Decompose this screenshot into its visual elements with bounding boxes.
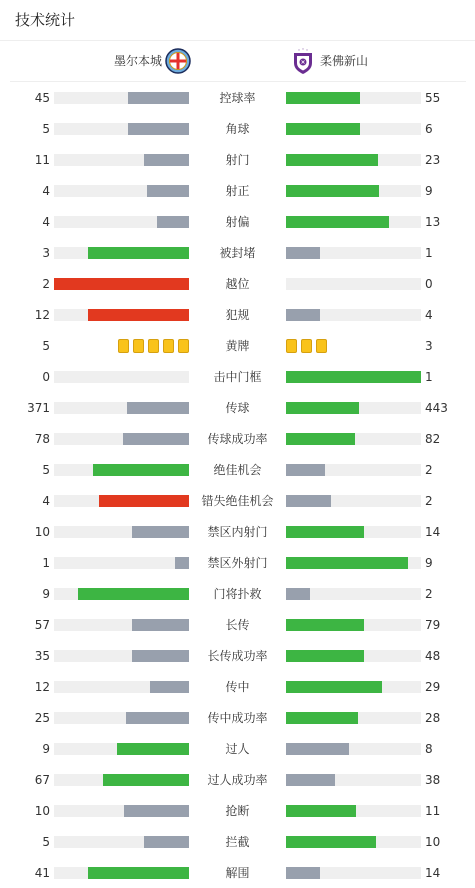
home-stat-value: 10 bbox=[34, 804, 50, 818]
stat-row bbox=[0, 640, 475, 671]
stat-row bbox=[0, 175, 475, 206]
stat-row bbox=[0, 547, 475, 578]
home-stat-bar-track bbox=[54, 681, 189, 693]
home-stat-value: 11 bbox=[34, 153, 50, 167]
yellow-card-icon bbox=[163, 339, 174, 353]
section-title: 技术统计 bbox=[15, 11, 76, 29]
home-stat-bar-track bbox=[54, 216, 189, 228]
home-stat-bar bbox=[117, 743, 189, 755]
away-stat-bar bbox=[286, 464, 325, 476]
away-team-logo-icon[interactable] bbox=[292, 47, 314, 75]
stat-row bbox=[0, 423, 475, 454]
yellow-card-icon bbox=[286, 339, 297, 353]
section-header bbox=[0, 0, 475, 41]
stat-row bbox=[0, 764, 475, 795]
stat-label: 拦截 bbox=[225, 835, 250, 849]
home-team-logo-icon[interactable] bbox=[165, 48, 191, 74]
away-stat-bar-track bbox=[286, 743, 421, 755]
home-stat-bar-track bbox=[54, 92, 189, 104]
home-stat-bar bbox=[126, 712, 189, 724]
stat-label: 射门 bbox=[225, 153, 250, 167]
home-stat-bar-track bbox=[54, 185, 189, 197]
away-stat-value: 1 bbox=[425, 370, 433, 384]
stat-label: 控球率 bbox=[219, 91, 256, 105]
stat-row bbox=[0, 795, 475, 826]
yellow-card-icon bbox=[148, 339, 159, 353]
yellow-card-icon bbox=[178, 339, 189, 353]
yellow-card-icon bbox=[133, 339, 144, 353]
home-stat-bar-track bbox=[54, 123, 189, 135]
away-stat-bar bbox=[286, 402, 359, 414]
away-stat-value: 2 bbox=[425, 587, 433, 601]
stat-label: 过人成功率 bbox=[207, 773, 268, 787]
away-stat-value: 13 bbox=[425, 215, 441, 229]
away-stat-value: 11 bbox=[425, 804, 441, 818]
stat-row bbox=[0, 454, 475, 485]
stat-label: 黄牌 bbox=[225, 339, 250, 353]
home-stat-bar bbox=[144, 836, 189, 848]
stat-label: 角球 bbox=[225, 122, 250, 136]
home-stat-bar bbox=[150, 681, 189, 693]
stat-row bbox=[0, 330, 475, 361]
home-yellow-cards bbox=[114, 339, 189, 353]
stat-row bbox=[0, 82, 475, 113]
away-stat-bar bbox=[286, 774, 335, 786]
stat-row bbox=[0, 485, 475, 516]
home-stat-bar bbox=[157, 216, 189, 228]
home-stat-bar bbox=[99, 495, 189, 507]
home-stat-bar bbox=[132, 526, 189, 538]
stat-label: 射正 bbox=[225, 184, 250, 198]
home-stat-bar-track bbox=[54, 526, 189, 538]
away-stat-value: 9 bbox=[425, 184, 433, 198]
away-stat-bar-track bbox=[286, 123, 421, 135]
home-stat-value: 10 bbox=[34, 525, 50, 539]
away-stat-bar bbox=[286, 743, 349, 755]
away-stat-value: 10 bbox=[425, 835, 441, 849]
away-stat-bar bbox=[286, 650, 364, 662]
away-stat-value: 9 bbox=[425, 556, 433, 570]
away-stat-value: 23 bbox=[425, 153, 441, 167]
away-stat-bar-track bbox=[286, 619, 421, 631]
home-stat-bar-track bbox=[54, 588, 189, 600]
stat-label: 禁区外射门 bbox=[207, 556, 268, 570]
home-stat-bar-track bbox=[54, 433, 189, 445]
away-stat-bar-track bbox=[286, 588, 421, 600]
away-stat-bar bbox=[286, 588, 310, 600]
home-stat-bar bbox=[144, 154, 189, 166]
stat-label: 越位 bbox=[225, 277, 250, 291]
stat-row bbox=[0, 516, 475, 547]
stat-label: 击中门框 bbox=[213, 370, 262, 384]
home-stat-value: 0 bbox=[42, 370, 50, 384]
away-yellow-cards bbox=[286, 339, 331, 353]
stat-label: 错失绝佳机会 bbox=[201, 494, 274, 508]
away-stat-value: 2 bbox=[425, 494, 433, 508]
home-stat-value: 9 bbox=[42, 742, 50, 756]
home-stat-value: 67 bbox=[34, 773, 50, 787]
away-stat-bar bbox=[286, 309, 320, 321]
home-stat-value: 1 bbox=[42, 556, 50, 570]
away-stat-bar-track bbox=[286, 650, 421, 662]
home-stat-value: 5 bbox=[42, 463, 50, 477]
stat-row bbox=[0, 268, 475, 299]
away-stat-bar bbox=[286, 805, 356, 817]
home-stat-bar bbox=[88, 867, 189, 879]
home-stat-bar bbox=[93, 464, 189, 476]
stat-label: 解围 bbox=[225, 866, 250, 880]
stat-label: 禁区内射门 bbox=[207, 525, 268, 539]
stat-row bbox=[0, 671, 475, 702]
stat-row bbox=[0, 299, 475, 330]
stat-label: 抢断 bbox=[225, 804, 250, 818]
away-stat-value: 8 bbox=[425, 742, 433, 756]
away-stat-value: 48 bbox=[425, 649, 441, 663]
away-stat-bar bbox=[286, 495, 331, 507]
away-stat-bar-track bbox=[286, 557, 421, 569]
away-stat-value: 14 bbox=[425, 525, 441, 539]
away-stat-bar-track bbox=[286, 309, 421, 321]
stat-row bbox=[0, 857, 475, 888]
stat-row bbox=[0, 206, 475, 237]
away-stat-bar-track bbox=[286, 216, 421, 228]
away-stat-bar bbox=[286, 433, 355, 445]
home-stat-bar bbox=[175, 557, 189, 569]
away-stat-bar-track bbox=[286, 433, 421, 445]
away-stat-bar-track bbox=[286, 712, 421, 724]
home-stat-bar-track bbox=[54, 836, 189, 848]
stat-label: 犯规 bbox=[225, 308, 250, 322]
away-stat-bar-track bbox=[286, 526, 421, 538]
yellow-card-icon bbox=[301, 339, 312, 353]
stat-label: 长传 bbox=[225, 618, 250, 632]
away-stat-bar bbox=[286, 154, 378, 166]
home-stat-value: 3 bbox=[42, 246, 50, 260]
home-stat-bar-track bbox=[54, 464, 189, 476]
home-stat-value: 25 bbox=[34, 711, 50, 725]
home-stat-bar-track bbox=[54, 402, 189, 414]
away-stat-value: 3 bbox=[425, 339, 433, 353]
stat-row bbox=[0, 392, 475, 423]
stat-label: 长传成功率 bbox=[207, 649, 268, 663]
home-stat-value: 78 bbox=[34, 432, 50, 446]
away-stat-bar bbox=[286, 247, 320, 259]
away-stat-bar bbox=[286, 836, 376, 848]
home-stat-bar-track bbox=[54, 805, 189, 817]
home-stat-bar-track bbox=[54, 712, 189, 724]
stat-label: 射偏 bbox=[225, 215, 250, 229]
away-stat-value: 1 bbox=[425, 246, 433, 260]
away-team-name[interactable]: 柔佛新山 bbox=[320, 54, 369, 68]
stat-label: 被封堵 bbox=[219, 246, 256, 260]
stat-row bbox=[0, 733, 475, 764]
stat-label: 传球 bbox=[225, 401, 250, 415]
home-stat-bar bbox=[103, 774, 189, 786]
home-stat-bar bbox=[128, 92, 189, 104]
away-stat-bar bbox=[286, 712, 358, 724]
yellow-card-icon bbox=[316, 339, 327, 353]
home-stat-value: 4 bbox=[42, 215, 50, 229]
home-stat-bar-track bbox=[54, 495, 189, 507]
away-stat-bar bbox=[286, 557, 408, 569]
away-stat-bar-track bbox=[286, 402, 421, 414]
home-stat-bar bbox=[124, 805, 189, 817]
away-stat-bar bbox=[286, 216, 389, 228]
away-stat-bar-track bbox=[286, 495, 421, 507]
home-stat-bar bbox=[78, 588, 189, 600]
home-stat-value: 57 bbox=[34, 618, 50, 632]
home-stat-value: 2 bbox=[42, 277, 50, 291]
away-stat-bar-track bbox=[286, 681, 421, 693]
home-stat-value: 5 bbox=[42, 339, 50, 353]
away-stat-value: 443 bbox=[425, 401, 448, 415]
away-stat-value: 14 bbox=[425, 866, 441, 880]
away-stat-value: 0 bbox=[425, 277, 433, 291]
stat-row bbox=[0, 113, 475, 144]
home-stat-value: 41 bbox=[34, 866, 50, 880]
home-stat-bar bbox=[132, 650, 189, 662]
yellow-card-icon bbox=[118, 339, 129, 353]
home-stat-value: 4 bbox=[42, 184, 50, 198]
home-stat-bar-track bbox=[54, 743, 189, 755]
home-stat-value: 45 bbox=[34, 91, 50, 105]
stat-row bbox=[0, 702, 475, 733]
away-stat-bar-track bbox=[286, 247, 421, 259]
away-stat-bar bbox=[286, 123, 360, 135]
stat-row bbox=[0, 237, 475, 268]
home-stat-value: 4 bbox=[42, 494, 50, 508]
teams-header bbox=[10, 41, 466, 82]
away-stat-bar-track bbox=[286, 92, 421, 104]
home-stat-bar-track bbox=[54, 619, 189, 631]
home-stat-bar-track bbox=[54, 650, 189, 662]
away-stat-value: 82 bbox=[425, 432, 441, 446]
home-stat-value: 12 bbox=[34, 680, 50, 694]
away-stat-bar bbox=[286, 371, 421, 383]
away-stat-value: 79 bbox=[425, 618, 441, 632]
home-stat-bar bbox=[123, 433, 189, 445]
home-stat-bar-track bbox=[54, 774, 189, 786]
away-stat-bar-track bbox=[286, 464, 421, 476]
away-stat-bar-track bbox=[286, 867, 421, 879]
away-stat-value: 28 bbox=[425, 711, 441, 725]
away-stat-bar bbox=[286, 526, 364, 538]
away-stat-bar bbox=[286, 185, 379, 197]
home-stat-bar bbox=[88, 247, 189, 259]
stat-row bbox=[0, 609, 475, 640]
home-stat-bar-track bbox=[54, 278, 189, 290]
stat-row bbox=[0, 144, 475, 175]
home-stat-bar bbox=[88, 309, 189, 321]
home-stat-bar bbox=[128, 123, 189, 135]
away-stat-bar-track bbox=[286, 154, 421, 166]
home-stat-bar-track bbox=[54, 247, 189, 259]
away-stat-value: 2 bbox=[425, 463, 433, 477]
home-stat-bar-track bbox=[54, 557, 189, 569]
home-stat-value: 35 bbox=[34, 649, 50, 663]
away-stat-value: 38 bbox=[425, 773, 441, 787]
stat-label: 传中成功率 bbox=[207, 711, 268, 725]
stat-row bbox=[0, 578, 475, 609]
home-stat-value: 371 bbox=[27, 401, 50, 415]
away-stat-bar-track bbox=[286, 805, 421, 817]
away-stat-value: 6 bbox=[425, 122, 433, 136]
away-stat-value: 29 bbox=[425, 680, 441, 694]
away-stat-bar bbox=[286, 92, 360, 104]
away-stat-bar bbox=[286, 867, 320, 879]
away-stat-value: 4 bbox=[425, 308, 433, 322]
home-stat-bar bbox=[147, 185, 189, 197]
stat-label: 过人 bbox=[225, 742, 250, 756]
away-stat-bar-track bbox=[286, 371, 421, 383]
away-stat-bar-track bbox=[286, 185, 421, 197]
home-stat-bar bbox=[127, 402, 189, 414]
away-stat-bar bbox=[286, 681, 382, 693]
away-stat-value: 55 bbox=[425, 91, 441, 105]
stat-row bbox=[0, 826, 475, 857]
home-stat-value: 12 bbox=[34, 308, 50, 322]
home-stat-bar bbox=[54, 278, 189, 290]
away-stat-bar bbox=[286, 619, 364, 631]
stat-label: 传球成功率 bbox=[207, 432, 268, 446]
home-stat-value: 5 bbox=[42, 122, 50, 136]
away-stat-bar-track bbox=[286, 278, 421, 290]
home-stat-value: 9 bbox=[42, 587, 50, 601]
home-stat-value: 5 bbox=[42, 835, 50, 849]
home-stat-bar-track bbox=[54, 154, 189, 166]
stat-label: 门将扑救 bbox=[213, 587, 262, 601]
home-team-name[interactable]: 墨尔本城 bbox=[113, 54, 162, 68]
stat-row bbox=[0, 361, 475, 392]
home-stat-bar-track bbox=[54, 309, 189, 321]
stat-label: 传中 bbox=[225, 680, 250, 694]
away-stat-bar-track bbox=[286, 836, 421, 848]
away-stat-bar-track bbox=[286, 774, 421, 786]
home-stat-bar bbox=[132, 619, 189, 631]
home-stat-bar-track bbox=[54, 371, 189, 383]
stat-label: 绝佳机会 bbox=[213, 463, 262, 477]
home-stat-bar-track bbox=[54, 867, 189, 879]
